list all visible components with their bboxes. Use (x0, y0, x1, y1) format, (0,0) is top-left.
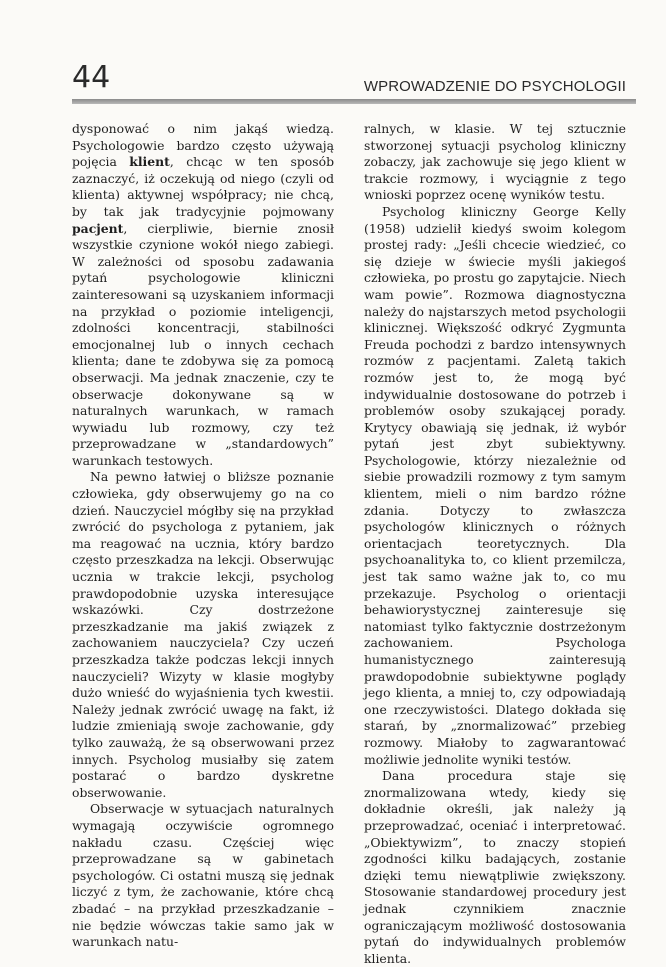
paragraph-text: dysponować o nim jakąś wiedzą. Psychologowie bardzo często używają pojęcia (72, 121, 334, 170)
header-rule (72, 99, 636, 104)
right-paragraph-3: Dana procedura staje się znormalizowana wtedy, kiedy się dokładnie określi, jak należy ją przeprowadzać, oceniać i interpretować. „Obiektywizm”, to znaczy stopień zgodności kilku badających, zostanie dzięki temu niewątpliwie zwiększony. Stosowanie standardowej procedury jest jednak czynnikiem znacznie ograniczającym możliwość dostosowania pytań do indywidualnych problemów klienta. (364, 768, 626, 966)
right-column (364, 121, 626, 967)
left-paragraph-2: Na pewno łatwiej o bliższe poznanie człowieka, gdy obserwujemy go na co dzień. Nauczyciel mógłby się na przykład zwrócić do psychologa z pytaniem, jak ma reagować na ucznia, który bardzo często przeszkadza na lekcji. Obserwując ucznia w trakcie lekcji, psycholog prawdopodobnie uzyska interesujące wskazówki. Czy dostrzeżone przeszkadzanie ma jakiś związek z zachowaniem nauczyciela? Czy uczeń przeszkadza także podczas lekcji innych nauczycieli? Wizyty w klasie mogłyby dużo wnieść do wyjaśnienia tych kwestii. Należy jednak zwrócić uwagę na fakt, iż ludzie zmieniają swoje zachowanie, gdy tylko zauważą, że są obserwowani przez innych. Psycholog musiałby się zatem postarać o bardzo dyskretne obserwowanie. (72, 469, 334, 800)
left-paragraph-1 (72, 121, 334, 469)
paragraph-text: , cierpliwie, biernie znosił wszystkie czynione wokół niego zabiegi. W zależności od sposobu zadawania pytań psychologowie kliniczni zainteresowani są uzyskaniem informacji na przykład o poziomie inteligencji, zdolności koncentracji, stabilności emocjonalnej lub o innych cechach klienta; dane te zdobywa się za pomocą obserwacji. Ma jednak znaczenie, czy te obserwacje dokonywane są w naturalnych warunkach, w ramach wywiadu lub rozmowy, czy też przeprowadzane w „standardowych” warunkach testowych. (72, 220, 334, 468)
right-paragraph-1: ralnych, w klasie. W tej sztucznie stworzonej sytuacji psycholog kliniczny zobaczy, jak zachowuje się jego klient w trakcie rozmowy, i wyciągnie z tego wnioski poprzez ocenę wyników testu. (364, 121, 626, 203)
right-paragraph-2: Psycholog kliniczny George Kelly (1958) udzielił kiedyś swoim kolegom prostej rady: „Jeśli chcecie wiedzieć, co się dzieje w świecie myśli jakiegoś człowieka, po prostu go zapytajcie. Niech wam powie”. Rozmowa diagnostyczna należy do najstarszych metod psychologii klinicznej. Większość odkryć Zygmunta Freuda pochodzi z bardzo intensywnych rozmów z pacjentami. Zaletą takich rozmów jest to, że mogą być indywidualnie dostosowane do potrzeb i problemów osoby szukającej porady. Krytycy obawiają się jednak, iż wybór pytań jest zbyt subiektywny. Psychologowie, którzy niezależnie od siebie prowadzili rozmowy z tym samym klientem, mieli o nim bardzo różne zdania. Dotyczy to zwłaszcza psychologów klinicznych o różnych orientacjach teoretycznych. Dla psychoanalityka to, co klient przemilcza, jest tak samo ważne jak to, co mu przekazuje. Psycholog o orientacji behawiorystycznej zainteresuje się natomiast tylko faktycznie dostrzeżonym zachowaniem. Psychologa humanistycznego zainteresują prawdopodobnie subiektywne poglądy jego klienta, a mniej to, czy odpowiadają one rzeczywistości. Dlatego dokłada się starań, by „znormalizować” przebieg rozmowy. Miałoby to zagwarantować możliwie jednolite wyniki testów. (364, 203, 626, 767)
term-klient: klient (129, 154, 170, 170)
paragraph-text: , chcąc w ten sposób zaznaczyć, iż oczekują od niego (czyli od klienta) aktywnej współpracy; nie chcą, by tak jak tradycyjnie pojmowany (72, 154, 335, 219)
running-head: WPROWADZENIE DO PSYCHOLOGII (363, 78, 626, 95)
term-pacjent: pacjent (72, 220, 124, 236)
left-paragraph-3: Obserwacje w sytuacjach naturalnych wymagają oczywiście ogromnego nakładu czasu. Częściej więc przeprowadzane są w gabinetach psychologów. Ci ostatni muszą się jednak liczyć z tym, że zachowanie, które chcą zbadać – na przykład przeszkadzanie – nie będzie wówczas takie samo jak w warunkach natu- (72, 801, 334, 950)
left-column (72, 121, 334, 951)
page-number: 44 (72, 60, 111, 95)
